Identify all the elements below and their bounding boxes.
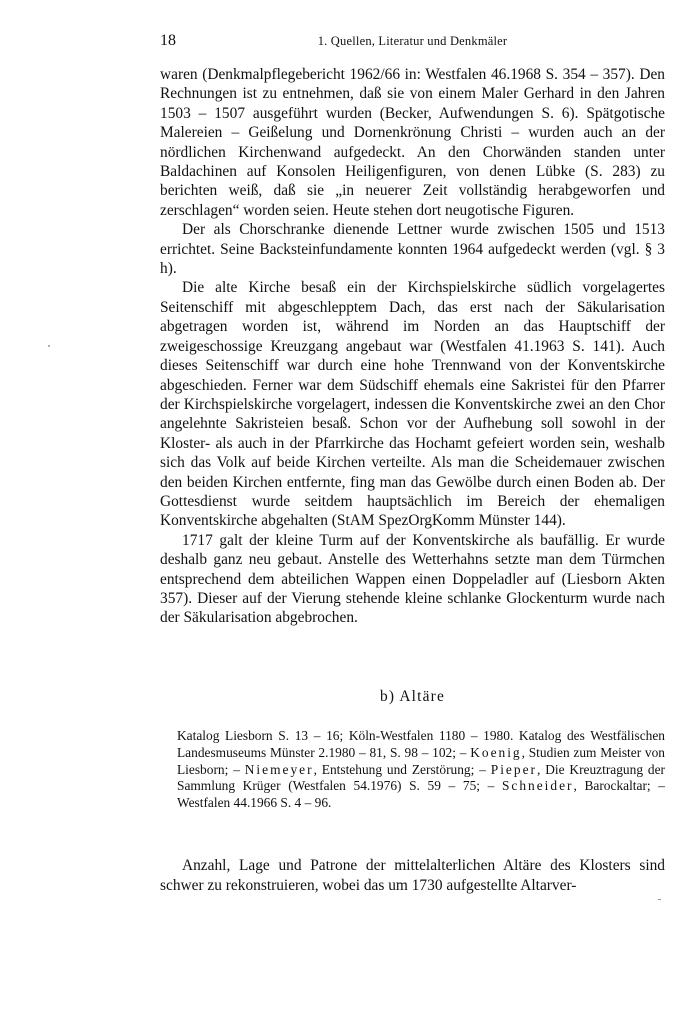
bibliography-entry — [177, 728, 665, 812]
bib-text-1: Katalog Liesborn S. 13 – 16; Köln-Westfalen 1180 – 1980. Katalog des Westfälischen Landesmuseums Münster 2.1980 – 81, S. 98 – 102; – — [177, 728, 665, 760]
margin-mark — [658, 899, 661, 900]
running-head: 1. Quellen, Literatur und Denkmäler — [317, 34, 508, 48]
paragraph-4: 1717 galt der kleine Turm auf der Konventskirche als baufällig. Er wurde deshalb ganz neu gebaut. Anstelle des Wetterhahns setzte man dem Türmchen entsprechend dem abteilichen Wappen einen Doppeladler auf (Liesborn Akten 357). Dieser auf der Vierung stehende kleine schlanke Glockenturm wurde nach der Säkularisation abgebrochen. — [160, 531, 665, 627]
bibliography-block — [177, 728, 665, 812]
page-number: 18 — [160, 32, 176, 49]
paragraph-3: Die alte Kirche besaß ein der Kirchspielskirche südlich vorgelagertes Seitenschiff mit abgeschlepptem Dach, das erst nach der Säkularisation abgetragen worden ist, während im Norden an das Hauptschiff der zweigeschossige Kreuzgang angebaut war (Westfalen 41.1963 S. 141). Auch dieses Seitenschiff war durch eine hohe Trennwand von der Konventskirche abgeschieden. Ferner war dem Südschiff ehemals eine Sakristei für den Pfarrer der Kirchspielskirche vorgelagert, indessen die Konventskirche zwei an den Chor angelehnte Sakristeien besaß. Schon vor der Aufhebung soll sowohl in der Kloster- als auch in der Pfarrkirche das Hochamt gefeiert worden sein, weshalb sich das Volk auf beide Kirchen verteilte. Als man die Scheidemauer zwischen den beiden Kirchen entfernte, fing man das Gewölbe durch einen Boden ab. Der Gottesdienst wurde seitdem hauptsächlich im Bereich der ehemaligen Konventskirche abgehalten (StAM SpezOrgKomm Münster 144). — [160, 279, 665, 530]
bib-text-3: , Entstehung und Zerstörung; – — [313, 761, 491, 777]
closing-text — [160, 856, 665, 896]
page-header — [160, 32, 665, 52]
main-text — [160, 65, 665, 628]
paragraph-5: Anzahl, Lage und Patrone der mittelalterlichen Altäre des Klosters sind schwer zu rekonstruieren, wobei das um 1730 aufgestellte Altarver- — [160, 857, 665, 894]
paragraph-2: Der als Chorschranke dienende Lettner wurde zwischen 1505 und 1513 errichtet. Seine Backsteinfundamente konnten 1964 aufgedeckt werden (vgl. § 3 h). — [160, 221, 665, 278]
paragraph-1: waren (Denkmalpflegebericht 1962/66 in: Westfalen 46.1968 S. 354 – 357). Den Rechnungen ist zu entnehmen, daß sie von einem Maler Gerhard in den Jahren 1503 – 1507 ausgeführt wurden (Becker, Aufwendungen S. 6). Spätgotische Malereien – Geißelung und Dornenkrönung Christi – wurden auch an der nördlichen Kirchenwand aufgedeckt. An den Chorwänden standen unter Baldachinen auf Konsolen Heiligenfiguren, von denen Lübke (S. 283) zu berichten weiß, daß sie „in neuerer Zeit vollständig herabgeworfen und zerschlagen“ worden seien. Heute stehen dort neugotische Figuren. — [160, 66, 665, 219]
bib-author-niemeyer: Niemeyer — [244, 761, 314, 777]
section-heading: b) Altäre — [379, 688, 446, 705]
bib-text-2: , Studien zum Meister von Liesborn; – — [177, 744, 665, 777]
margin-speck — [48, 345, 50, 347]
bib-author-pieper: Pieper — [490, 761, 537, 777]
bib-author-schneider: Schneider — [501, 778, 574, 794]
bib-text-4: , Die Kreuztragung der Sammlung Krüger (Westfalen 54.1976) S. 59 – 75; – — [177, 761, 665, 794]
bib-author-koenig: Koenig — [470, 744, 522, 760]
bib-text-5: , Barockaltar; – Westfalen 44.1966 S. 4 – 96. — [177, 778, 665, 811]
